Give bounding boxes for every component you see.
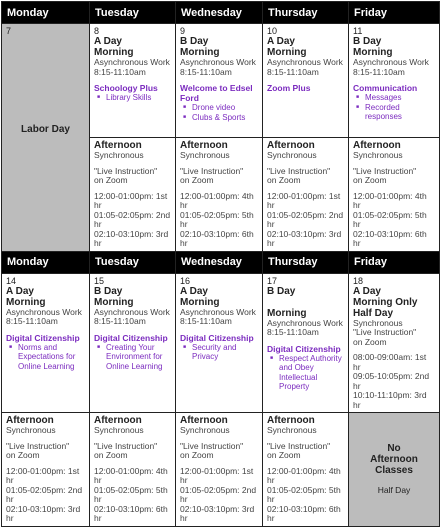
week1-friday-afternoon [349, 138, 440, 252]
afternoon-label: Afternoon [267, 415, 315, 426]
week2-tuesday-morning [90, 273, 176, 413]
week1-monday-cell [2, 24, 90, 252]
period-time: 12:00-01:00pm: 1st hr [94, 190, 168, 210]
time-range: 8:15-11:10am [180, 316, 232, 326]
period-time: 02:10-03:10pm: 3rd hr [267, 228, 342, 248]
live-instruction: "Live Instruction" [180, 165, 244, 176]
session-label: Morning [267, 307, 307, 319]
day-type: B Day [353, 36, 382, 47]
lesson-topic: Digital Citizenship [267, 343, 341, 354]
period-time: 01:05-02:05pm: 5th hr [180, 209, 254, 229]
date-number: 17 [267, 275, 278, 286]
week2-friday-afternoon [349, 413, 440, 527]
time-range: 8:15-11:10am [267, 327, 319, 337]
lesson-item: ■ Clubs & Sports [192, 113, 258, 123]
platform: on Zoom [267, 450, 301, 460]
session-label: Morning [94, 47, 134, 58]
session-label: Morning [180, 47, 220, 58]
session-label: Morning [94, 296, 134, 308]
session-label: Morning [6, 296, 46, 308]
week1-thursday-afternoon [263, 138, 349, 252]
platform: on Zoom [6, 450, 40, 460]
mode: Synchronous [94, 150, 144, 160]
date-number: 15 [94, 275, 105, 286]
date-number: 10 [267, 26, 278, 36]
session-label: Morning Only [353, 296, 418, 308]
live-instruction: "Live Instruction" [6, 440, 70, 451]
period-time: 02:10-03:10pm: 3rd hr [94, 228, 169, 248]
period-time: 01:05-02:05pm: 2nd hr [94, 209, 171, 229]
lesson-topic: Zoom Plus [267, 83, 311, 93]
lesson-item: ■ Drone video [192, 103, 258, 113]
mode: Synchronous [353, 317, 403, 328]
lesson-topic: Digital Citizenship [180, 332, 254, 343]
week2-thursday-afternoon [263, 413, 349, 527]
week2-header-friday: Friday [349, 251, 440, 273]
period-time: 01:05-02:05pm: 2nd hr [180, 484, 257, 504]
period-time: 02:10-03:10pm: 6th hr [267, 503, 341, 523]
holiday-label: Labor Day [21, 124, 70, 135]
period-time: 09:05-10:05pm: 2nd hr [353, 371, 430, 391]
live-instruction: "Live Instruction" [267, 440, 331, 451]
period-time: 01:05-02:05pm: 5th hr [94, 484, 168, 504]
week2-monday-afternoon [2, 413, 90, 527]
week2-morning-row [2, 273, 440, 413]
live-instruction: "Live Instruction" [353, 327, 417, 337]
lesson-topic: Schoology Plus [94, 83, 158, 93]
week2-wednesday-morning [176, 273, 263, 413]
platform: on Zoom [353, 175, 387, 185]
work-type: Asynchronous Work [94, 57, 170, 67]
week2-header-wednesday: Wednesday [176, 251, 263, 273]
time-range: 8:15-11:10am [94, 66, 146, 77]
week2-friday-morning [349, 273, 440, 413]
date-number: 7 [6, 26, 12, 36]
week1-wednesday-morning [176, 24, 263, 138]
period-time: 12:00-01:00pm: 4th hr [94, 465, 168, 485]
live-instruction: "Live Instruction" [94, 165, 158, 176]
week1-header-row [2, 2, 440, 24]
period-time: 10:10-11:10pm: 3rd hr [353, 390, 427, 410]
mode: Synchronous [180, 425, 230, 435]
week2-header-thursday: Thursday [263, 251, 349, 273]
no-classes-label: Classes [375, 465, 413, 476]
mode: Synchronous [180, 150, 230, 160]
lesson-topic: Digital Citizenship [6, 332, 80, 343]
half-day-note: Half Day [377, 485, 411, 495]
period-time: 12:00-01:00pm: 1st hr [6, 465, 80, 485]
period-time: 12:00-01:00pm: 1st hr [180, 465, 254, 485]
lesson-item: ■ Respect Authority and Obey Intellectual Property [279, 354, 344, 392]
lesson-item: ■ Library Skills [106, 93, 171, 103]
live-instruction: "Live Instruction" [180, 440, 244, 451]
week2-afternoon-row [2, 413, 440, 527]
time-range: 8:15-11:10am [353, 66, 405, 77]
week2-thursday-morning [263, 273, 349, 413]
week1-friday-morning [349, 24, 440, 138]
session-label: Morning [267, 47, 307, 58]
work-type: Asynchronous Work [180, 57, 256, 67]
week2-header-row [2, 251, 440, 273]
lesson-item: ■ Security and Privacy [192, 343, 258, 362]
period-time: 02:10-03:10pm: 3rd hr [180, 503, 255, 523]
day-type: A Day [267, 36, 295, 47]
period-time: 01:05-02:05pm: 2nd hr [267, 209, 344, 229]
date-number: 9 [180, 26, 186, 36]
date-number: 18 [353, 275, 364, 286]
week1-header-thursday: Thursday [263, 2, 349, 24]
lesson-topic: Digital Citizenship [94, 332, 168, 343]
afternoon-label: Afternoon [267, 140, 315, 151]
platform: on Zoom [94, 175, 128, 185]
work-type: Asynchronous Work [353, 57, 429, 67]
week1-header-monday: Monday [2, 2, 90, 24]
period-time: 02:10-03:10pm: 6th hr [353, 228, 427, 248]
period-time: 12:00-01:00pm: 1st hr [267, 190, 341, 210]
date-number: 16 [180, 275, 191, 286]
platform: on Zoom [94, 450, 128, 460]
week1-tuesday-morning [90, 24, 176, 138]
day-type: A Day [180, 285, 208, 297]
week1-morning-row [2, 24, 440, 138]
live-instruction: "Live Instruction" [267, 165, 331, 176]
lesson-item: ■ Norms and Expectations for Online Learning [18, 343, 85, 372]
day-type: B Day [180, 36, 209, 47]
lesson-item: ■ Recorded responses [365, 103, 435, 122]
period-time: 02:10-03:10pm: 6th hr [94, 503, 168, 523]
week2-header-monday: Monday [2, 251, 90, 273]
afternoon-label: Afternoon [94, 140, 142, 151]
week1-thursday-morning [263, 24, 349, 138]
period-time: 12:00-01:00pm: 4th hr [180, 190, 254, 210]
date-number: 8 [94, 26, 100, 36]
no-classes-label: Afternoon [370, 454, 418, 465]
lesson-item: ■ Creating Your Environment for Online Learning [106, 343, 171, 372]
platform: on Zoom [353, 336, 387, 347]
week2-wednesday-afternoon [176, 413, 263, 527]
period-time: 08:00-09:00am: 1st hr [353, 352, 427, 372]
afternoon-label: Afternoon [353, 140, 401, 151]
period-time: 12:00-01:00pm: 4th hr [353, 190, 427, 210]
date-number: 14 [6, 275, 17, 286]
afternoon-label: Afternoon [180, 140, 228, 151]
period-time: 02:10-03:10pm: 3rd hr [6, 503, 81, 523]
week2-monday-morning [2, 273, 90, 413]
no-classes-label: No [387, 443, 401, 454]
afternoon-label: Afternoon [180, 415, 228, 426]
live-instruction: "Live Instruction" [353, 165, 417, 176]
time-range: 8:15-11:10am [267, 66, 319, 77]
work-type: Asynchronous Work [267, 317, 343, 328]
day-type: A Day [353, 285, 381, 297]
platform: on Zoom [180, 450, 214, 460]
mode: Synchronous [6, 425, 56, 435]
time-range: 8:15-11:10am [6, 316, 58, 326]
lesson-topic: Welcome to Edsel Ford [180, 83, 253, 103]
lesson-topic: Communication [353, 83, 418, 93]
calendar-table [1, 1, 440, 527]
session-label: Morning [180, 296, 220, 308]
live-instruction: "Live Instruction" [94, 440, 158, 451]
date-number: 11 [353, 26, 363, 36]
half-day-label: Half Day [353, 307, 394, 319]
week1-header-wednesday: Wednesday [176, 2, 263, 24]
day-type: B Day [267, 285, 296, 297]
session-label: Morning [353, 47, 393, 58]
day-type: B Day [94, 285, 123, 297]
week1-tuesday-afternoon [90, 138, 176, 252]
work-type: Asynchronous Work [267, 57, 343, 67]
week1-wednesday-afternoon [176, 138, 263, 252]
period-time: 02:10-03:10pm: 6th hr [180, 228, 254, 248]
day-type: A Day [6, 285, 34, 297]
calendar [1, 1, 439, 523]
time-range: 8:15-11:10am [180, 66, 232, 77]
lesson-item: ■ Messages [365, 93, 435, 103]
week1-header-friday: Friday [349, 2, 440, 24]
period-time: 01:05-02:05pm: 2nd hr [6, 484, 83, 504]
time-range: 8:15-11:10am [94, 316, 146, 326]
mode: Synchronous [267, 150, 317, 160]
week2-tuesday-afternoon [90, 413, 176, 527]
mode: Synchronous [353, 150, 403, 160]
period-time: 01:05-02:05pm: 5th hr [267, 484, 341, 504]
week2-header-tuesday: Tuesday [90, 251, 176, 273]
work-type: Asynchronous Work [94, 306, 170, 317]
period-time: 12:00-01:00pm: 4th hr [267, 465, 341, 485]
work-type: Asynchronous Work [6, 306, 82, 317]
platform: on Zoom [180, 175, 214, 185]
mode: Synchronous [94, 425, 144, 435]
afternoon-label: Afternoon [6, 415, 54, 426]
day-type: A Day [94, 36, 122, 47]
period-time: 01:05-02:05pm: 5th hr [353, 209, 427, 229]
work-type: Asynchronous Work [180, 306, 256, 317]
afternoon-label: Afternoon [94, 415, 142, 426]
mode: Synchronous [267, 425, 317, 435]
week1-header-tuesday: Tuesday [90, 2, 176, 24]
platform: on Zoom [267, 175, 301, 185]
